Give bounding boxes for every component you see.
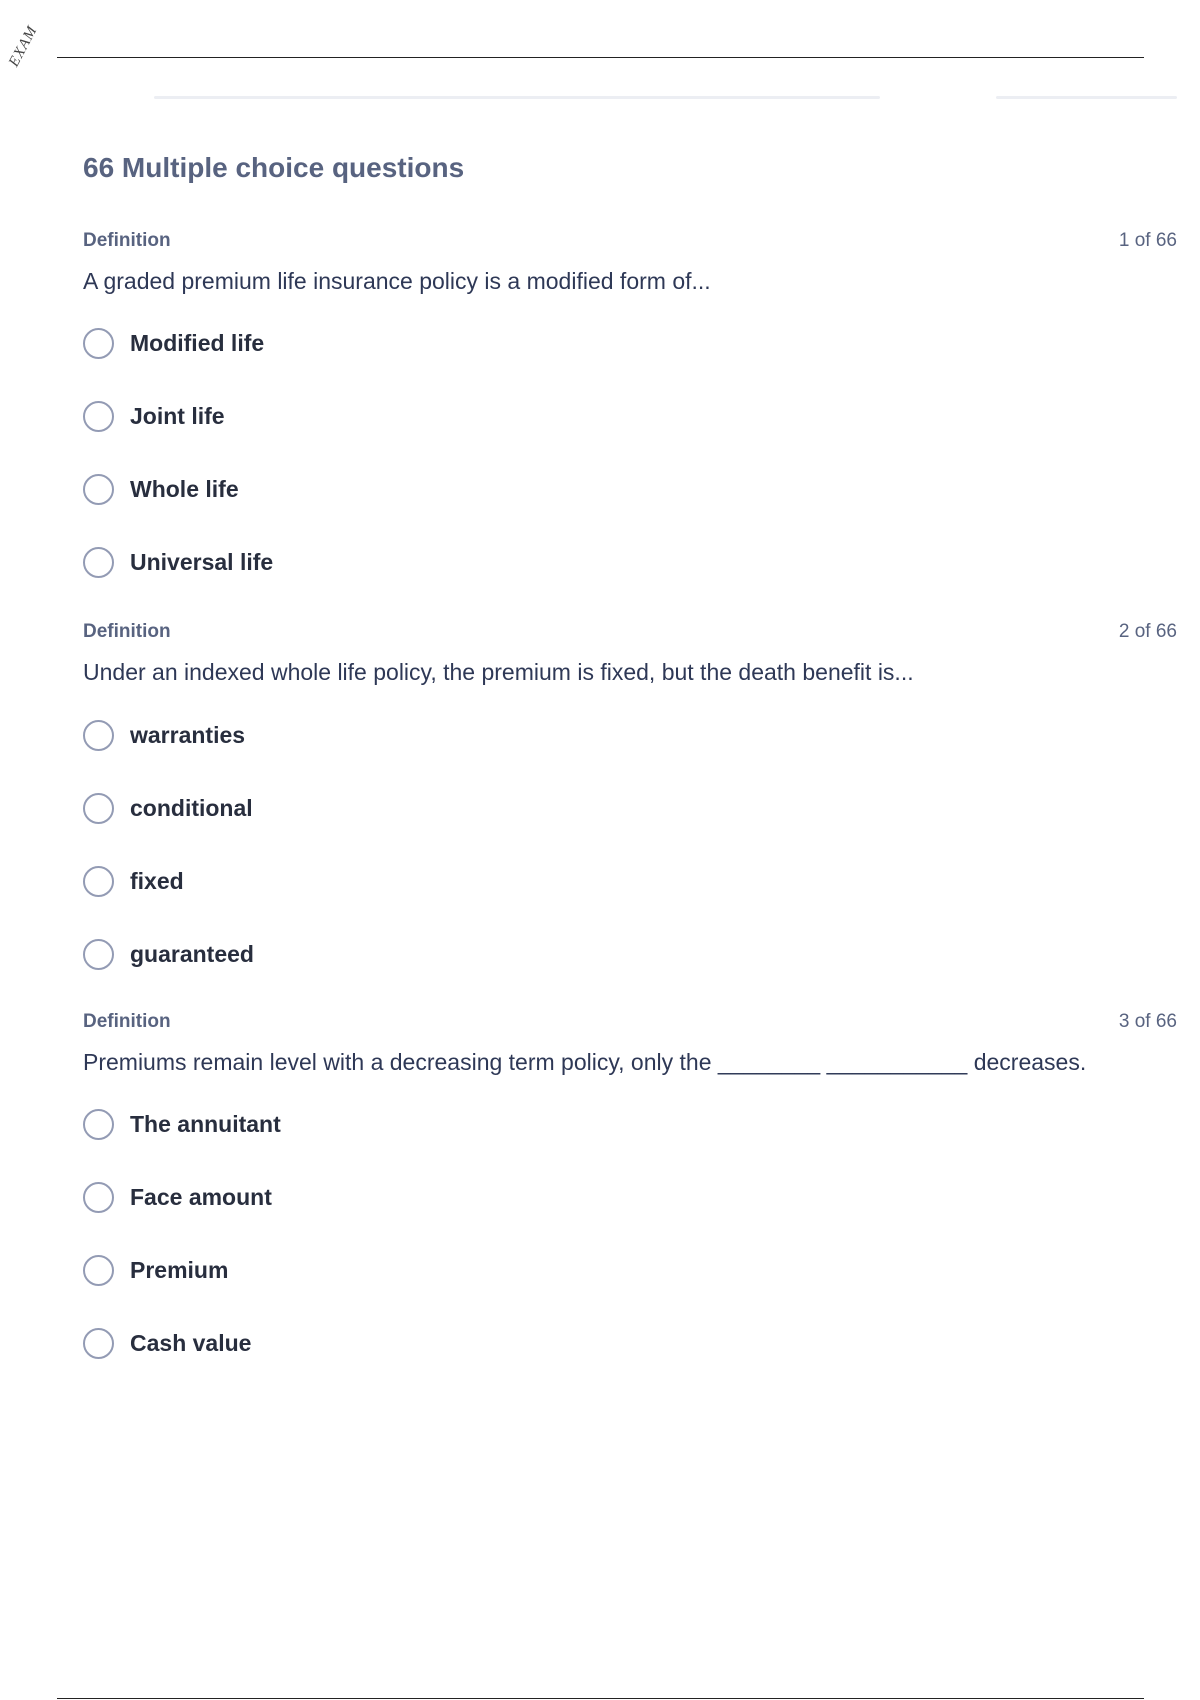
question-card bbox=[83, 230, 1177, 575]
question-counter: 2 of 66 bbox=[1118, 621, 1177, 642]
question-counter: 1 of 66 bbox=[1118, 230, 1177, 251]
radio-button[interactable] bbox=[83, 547, 114, 578]
answer-option-label: Joint life bbox=[130, 402, 225, 429]
page-title: 66 Multiple choice questions bbox=[83, 152, 465, 183]
question-card bbox=[83, 1011, 1177, 1356]
radio-button[interactable] bbox=[83, 1255, 114, 1286]
answer-option-label: Face amount bbox=[130, 1183, 272, 1210]
answer-option[interactable] bbox=[83, 1104, 281, 1144]
radio-button[interactable] bbox=[83, 474, 114, 505]
question-prompt: Premiums remain level with a decreasing term policy, only the ________ ___________ decreases. bbox=[83, 1049, 1087, 1075]
answer-option-label: conditional bbox=[130, 794, 253, 821]
question-counter: 3 of 66 bbox=[1118, 1011, 1177, 1032]
answer-option-label: Cash value bbox=[130, 1329, 252, 1356]
radio-button[interactable] bbox=[83, 939, 114, 970]
answer-option[interactable] bbox=[83, 715, 245, 755]
answer-option[interactable] bbox=[83, 469, 239, 509]
answer-option-label: guaranteed bbox=[130, 940, 254, 967]
answer-option-label: fixed bbox=[130, 867, 184, 894]
answer-option-label: Whole life bbox=[130, 475, 239, 502]
header-placeholder-bar-right bbox=[996, 96, 1177, 99]
question-card bbox=[83, 621, 1177, 967]
exam-watermark: EXAM bbox=[6, 23, 41, 70]
answer-option[interactable] bbox=[83, 542, 273, 582]
question-header bbox=[83, 621, 1177, 649]
answer-option-label: The annuitant bbox=[130, 1110, 281, 1137]
question-type-label: Definition bbox=[83, 1011, 171, 1032]
answer-option[interactable] bbox=[83, 1177, 272, 1217]
answer-option[interactable] bbox=[83, 861, 184, 901]
question-prompt: A graded premium life insurance policy is a modified form of... bbox=[83, 268, 711, 294]
answer-option[interactable] bbox=[83, 1250, 228, 1290]
radio-button[interactable] bbox=[83, 328, 114, 359]
bottom-divider bbox=[57, 1698, 1144, 1699]
question-type-label: Definition bbox=[83, 621, 171, 642]
radio-button[interactable] bbox=[83, 1182, 114, 1213]
radio-button[interactable] bbox=[83, 401, 114, 432]
answer-option[interactable] bbox=[83, 396, 225, 436]
radio-button[interactable] bbox=[83, 1328, 114, 1359]
answer-option-label: Modified life bbox=[130, 329, 265, 356]
header-placeholder-bar bbox=[154, 96, 880, 99]
top-divider bbox=[57, 57, 1144, 58]
answer-option[interactable] bbox=[83, 788, 253, 828]
radio-button[interactable] bbox=[83, 793, 114, 824]
answer-option[interactable] bbox=[83, 323, 264, 363]
question-header bbox=[83, 1011, 1177, 1039]
question-prompt: Under an indexed whole life policy, the premium is fixed, but the death benefit is... bbox=[83, 659, 914, 685]
radio-button[interactable] bbox=[83, 720, 114, 751]
question-header bbox=[83, 230, 1177, 258]
answer-option-label: warranties bbox=[130, 721, 246, 748]
question-type-label: Definition bbox=[83, 230, 171, 251]
answer-option-label: Universal life bbox=[130, 548, 274, 575]
answer-option-label: Premium bbox=[130, 1256, 229, 1283]
radio-button[interactable] bbox=[83, 1109, 114, 1140]
answer-option[interactable] bbox=[83, 1323, 251, 1363]
radio-button[interactable] bbox=[83, 866, 114, 897]
answer-option[interactable] bbox=[83, 934, 254, 974]
